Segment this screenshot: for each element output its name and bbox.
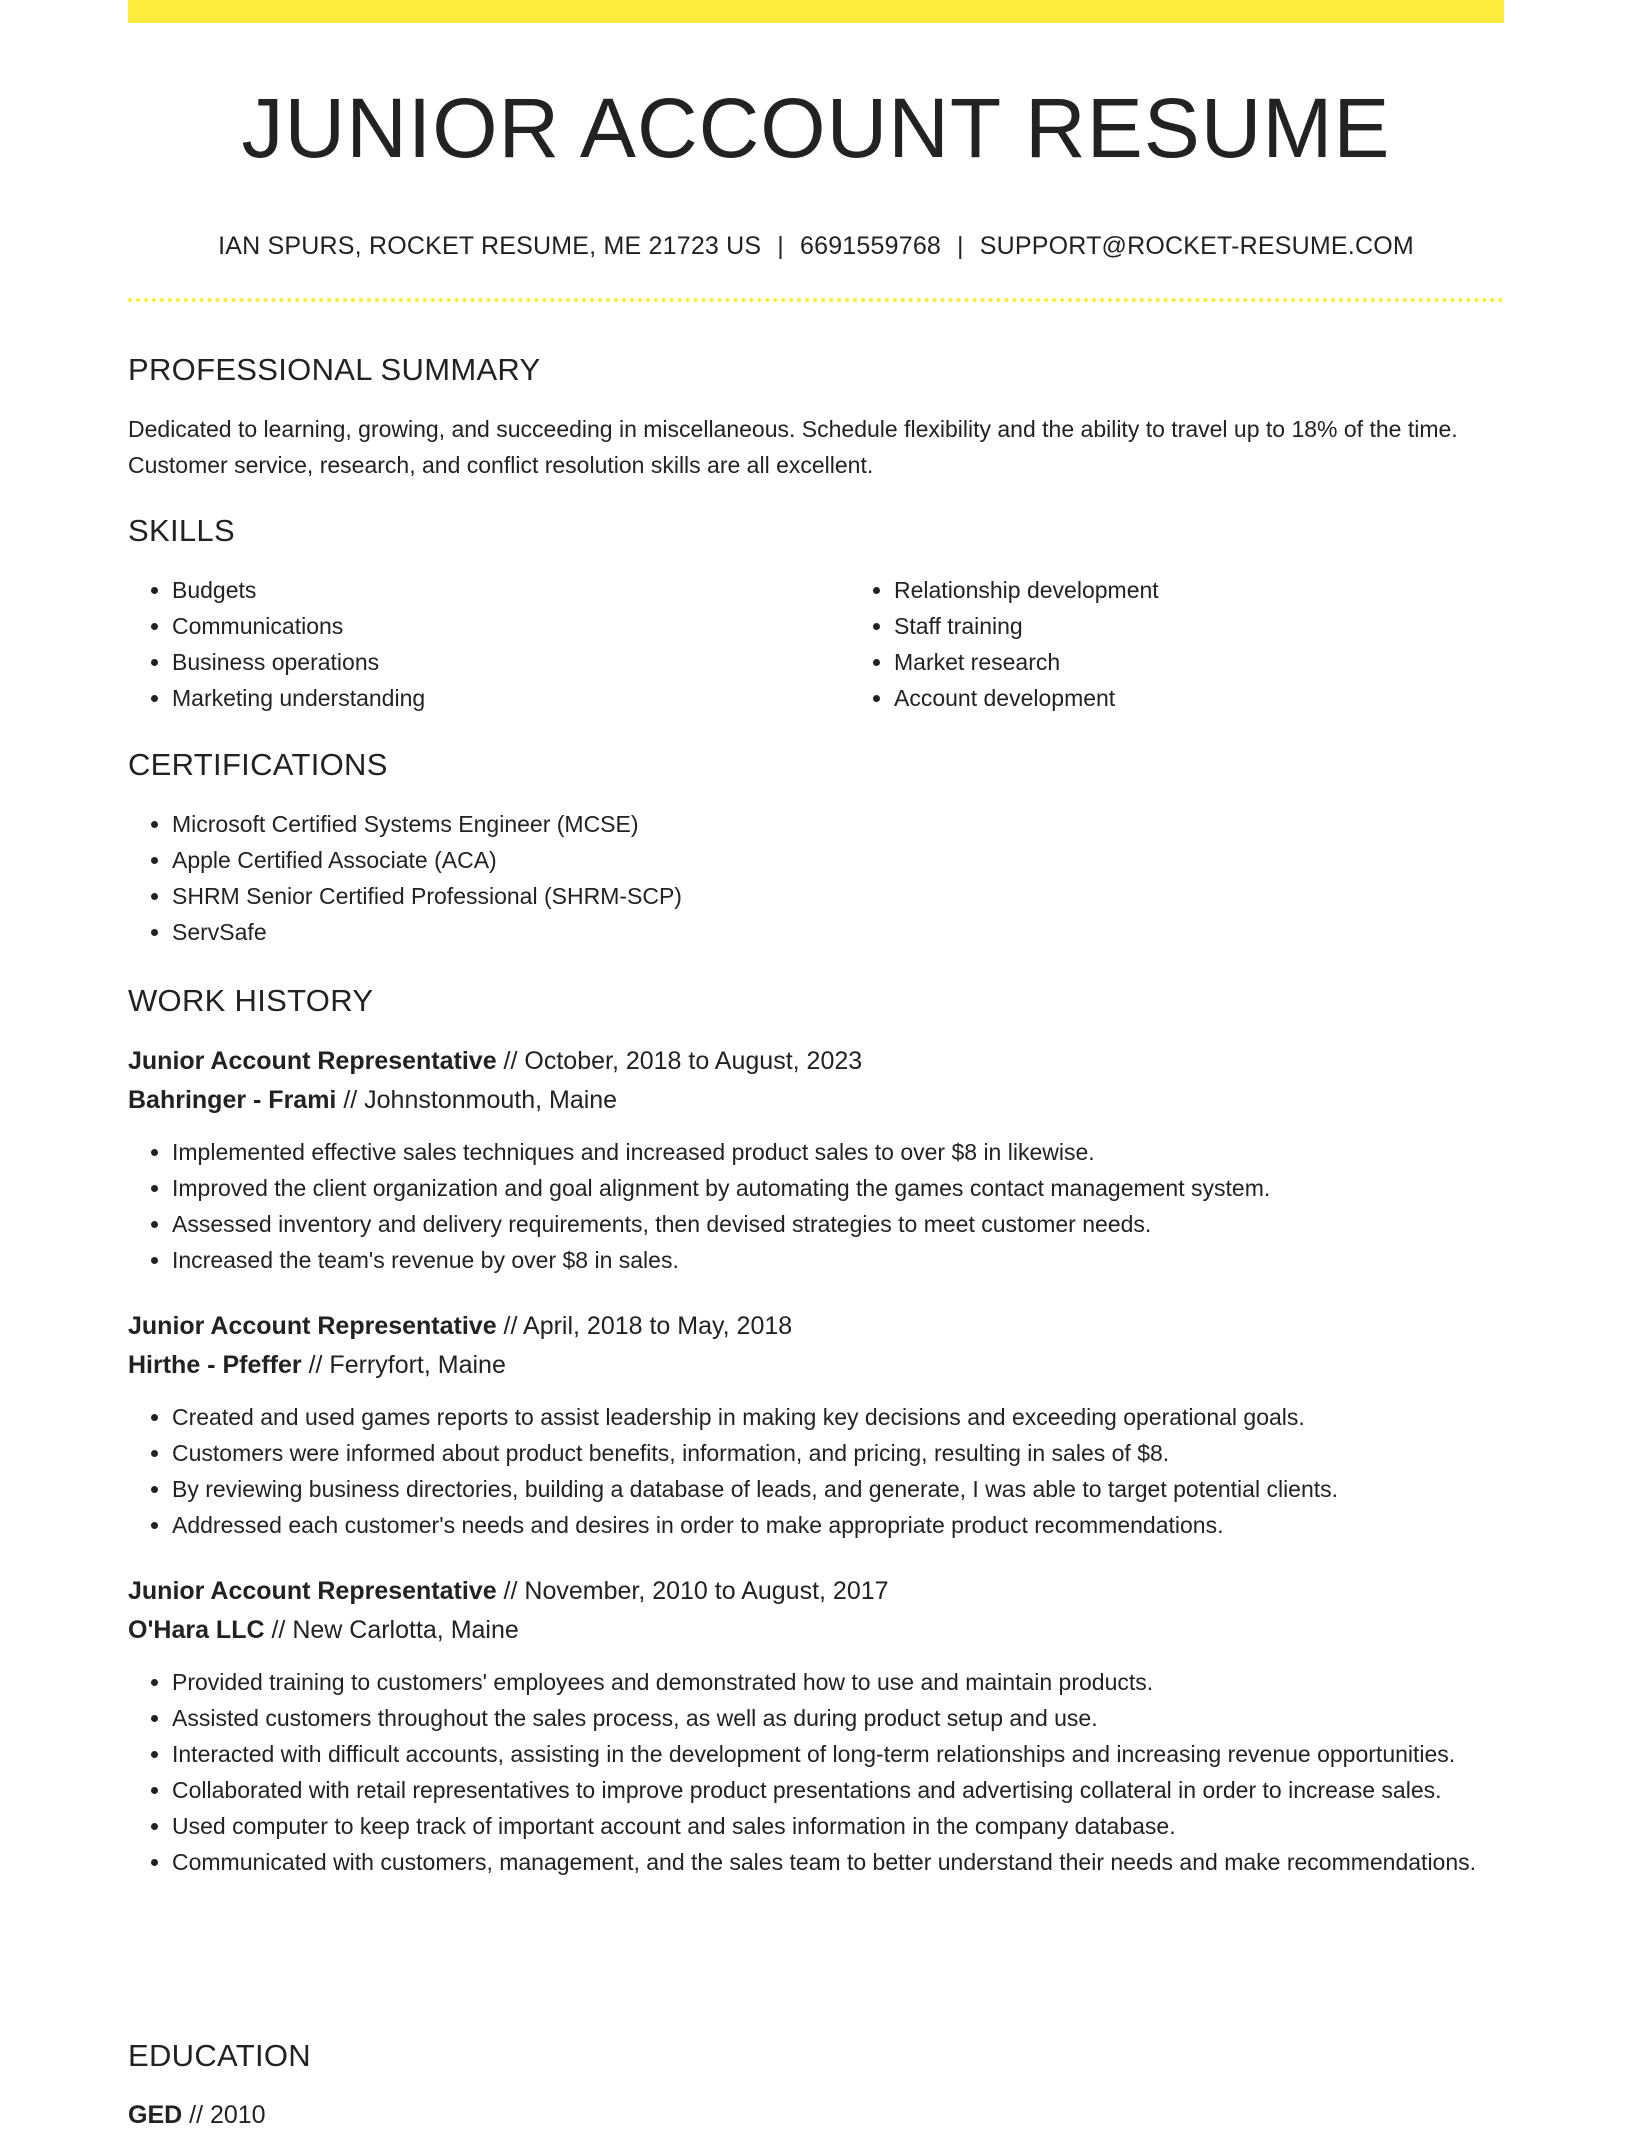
job-bullet: • Increased the team's revenue by over $8 in sales. bbox=[172, 1242, 1504, 1278]
job-location: // Johnstonmouth, Maine bbox=[336, 1086, 618, 1114]
resume-title: JUNIOR ACCOUNT RESUME bbox=[241, 81, 1391, 175]
skill-item: • Relationship development bbox=[894, 572, 1572, 608]
summary-section bbox=[128, 352, 1504, 483]
certification-item: • Apple Certified Associate (ACA) bbox=[172, 842, 1504, 878]
job-title: Junior Account Representative bbox=[128, 1312, 497, 1340]
summary-heading: PROFESSIONAL SUMMARY bbox=[128, 352, 541, 387]
contact-line bbox=[128, 232, 1504, 261]
job-bullet: • Improved the client organization and goal alignment by automating the games contact management system. bbox=[172, 1170, 1504, 1206]
job-location: // New Carlotta, Maine bbox=[264, 1616, 519, 1644]
skills-columns bbox=[128, 572, 1504, 716]
job-bullet: • Communicated with customers, management, and the sales team to better understand their needs and make recommendations. bbox=[172, 1844, 1504, 1880]
job-bullet: • Used computer to keep track of important account and sales information in the company database. bbox=[172, 1808, 1504, 1844]
job-entry bbox=[128, 1572, 1504, 1880]
job-company: Bahringer - Frami bbox=[128, 1086, 337, 1114]
work-history-section bbox=[128, 983, 1504, 1880]
certifications-section bbox=[128, 747, 1504, 950]
certification-item: • Microsoft Certified Systems Engineer (MCSE) bbox=[172, 806, 1504, 842]
certifications-heading: CERTIFICATIONS bbox=[128, 747, 388, 782]
education-section bbox=[128, 2038, 1504, 2135]
education-heading: EDUCATION bbox=[128, 2038, 311, 2073]
job-company-line bbox=[128, 1081, 1504, 1120]
job-company: Hirthe - Pfeffer bbox=[128, 1351, 302, 1379]
job-title: Junior Account Representative bbox=[128, 1047, 497, 1075]
job-bullet: • Interacted with difficult accounts, assisting in the development of long-term relationships and increasing revenue opportunities. bbox=[172, 1736, 1504, 1772]
job-bullet: • Provided training to customers' employees and demonstrated how to use and maintain products. bbox=[172, 1664, 1504, 1700]
work-history-heading: WORK HISTORY bbox=[128, 983, 374, 1018]
certification-item: • ServSafe bbox=[172, 914, 1504, 950]
job-bullet: • Addressed each customer's needs and desires in order to make appropriate product recommendations. bbox=[172, 1507, 1504, 1543]
certifications-list bbox=[128, 806, 1504, 950]
job-bullet: • By reviewing business directories, building a database of leads, and generate, I was able to target potential clients. bbox=[172, 1471, 1504, 1507]
job-bullet: • Assisted customers throughout the sales process, as well as during product setup and use. bbox=[172, 1700, 1504, 1736]
job-title-line bbox=[128, 1572, 1504, 1611]
job-company: O'Hara LLC bbox=[128, 1616, 265, 1644]
skills-heading: SKILLS bbox=[128, 513, 235, 548]
summary-text: Dedicated to learning, growing, and succeeding in miscellaneous. Schedule flexibility and the ability to travel up to 18% of the time. Customer service, research, and conflict resolution skills are all excellent. bbox=[128, 416, 1458, 478]
skill-item: • Business operations bbox=[172, 644, 850, 680]
job-bullet: • Assessed inventory and delivery requirements, then devised strategies to meet customer needs. bbox=[172, 1206, 1504, 1242]
contact-phone: 6691559768 bbox=[800, 232, 942, 260]
skills-section bbox=[128, 513, 1504, 716]
job-bullet: • Customers were informed about product benefits, information, and pricing, resulting in sales of $8. bbox=[172, 1435, 1504, 1471]
job-title-line bbox=[128, 1042, 1504, 1081]
job-location: // Ferryfort, Maine bbox=[301, 1351, 506, 1379]
education-degree: GED bbox=[128, 2101, 183, 2129]
skill-item: • Communications bbox=[172, 608, 850, 644]
contact-address: IAN SPURS, ROCKET RESUME, ME 21723 US bbox=[218, 232, 762, 260]
dotted-divider bbox=[128, 298, 1504, 302]
job-dates: // November, 2010 to August, 2017 bbox=[496, 1577, 889, 1605]
job-company-line bbox=[128, 1346, 1504, 1385]
skills-list-right bbox=[850, 572, 1572, 716]
job-entry bbox=[128, 1307, 1504, 1543]
education-year: // 2010 bbox=[182, 2101, 266, 2129]
job-title-line bbox=[128, 1307, 1504, 1346]
job-bullet: • Collaborated with retail representatives to improve product presentations and advertising collateral in order to increase sales. bbox=[172, 1772, 1504, 1808]
job-bullets bbox=[128, 1399, 1504, 1543]
certification-item: • SHRM Senior Certified Professional (SHRM-SCP) bbox=[172, 878, 1504, 914]
job-dates: // October, 2018 to August, 2023 bbox=[496, 1047, 863, 1075]
skill-item: • Marketing understanding bbox=[172, 680, 850, 716]
contact-email: SUPPORT@ROCKET-RESUME.COM bbox=[979, 232, 1414, 260]
job-entry bbox=[128, 1042, 1504, 1278]
job-bullet: • Created and used games reports to assist leadership in making key decisions and exceeding operational goals. bbox=[172, 1399, 1504, 1435]
accent-top-bar bbox=[128, 0, 1504, 23]
contact-separator: | bbox=[777, 232, 784, 260]
skill-item: • Market research bbox=[894, 644, 1572, 680]
job-bullets bbox=[128, 1134, 1504, 1278]
contact-separator: | bbox=[957, 232, 964, 260]
job-title: Junior Account Representative bbox=[128, 1577, 497, 1605]
job-bullets bbox=[128, 1664, 1504, 1880]
education-line bbox=[128, 2096, 1504, 2135]
skill-item: • Budgets bbox=[172, 572, 850, 608]
job-bullet: • Implemented effective sales techniques and increased product sales to over $8 in likewise. bbox=[172, 1134, 1504, 1170]
skills-list-left bbox=[128, 572, 850, 716]
job-dates: // April, 2018 to May, 2018 bbox=[496, 1312, 793, 1340]
skill-item: • Account development bbox=[894, 680, 1572, 716]
resume-page bbox=[128, 0, 1504, 2129]
skill-item: • Staff training bbox=[894, 608, 1572, 644]
job-company-line bbox=[128, 1611, 1504, 1650]
